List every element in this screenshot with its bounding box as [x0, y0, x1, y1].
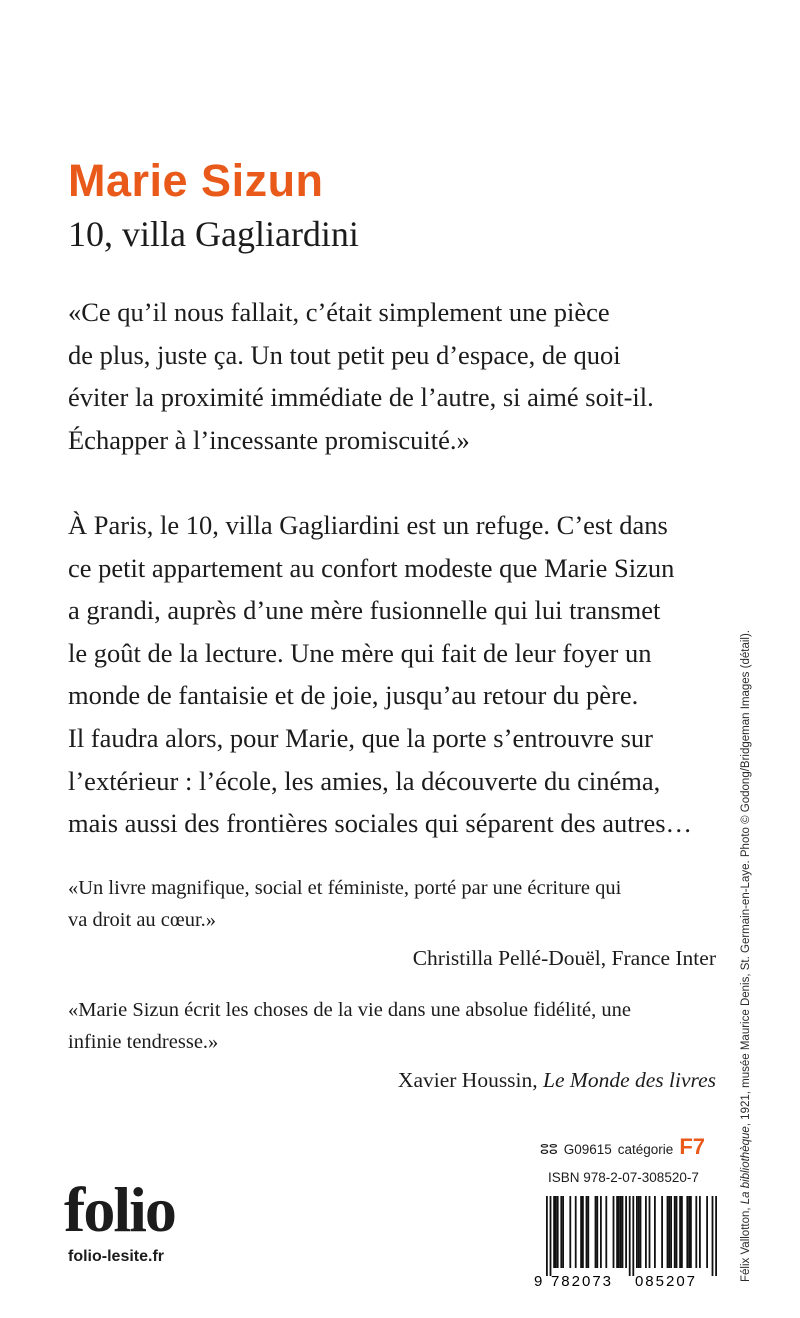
- barcode-bar: [586, 1196, 588, 1268]
- barcode-bar: [553, 1196, 555, 1268]
- review-source: Le Monde des livres: [543, 1068, 716, 1092]
- review-line: «Marie Sizun écrit les choses de la vie dans une absolue fidélité, une: [68, 999, 631, 1021]
- barcode-bar: [625, 1196, 627, 1268]
- barcode-left-digits: 782073: [550, 1273, 614, 1288]
- barcode-bar: [679, 1196, 681, 1268]
- barcode-bar: [600, 1196, 602, 1268]
- credit-work: La bibliothèque: [740, 1126, 752, 1205]
- barcode-bar: [622, 1196, 624, 1268]
- barcode-bar: [640, 1196, 642, 1268]
- synopsis-line: ce petit appartement au confort modeste que Marie Sizun: [68, 552, 675, 583]
- epigraph-line: éviter la proximité immédiate de l’autre, si aimé soit-il.: [68, 382, 654, 413]
- barcode-bar: [686, 1196, 688, 1268]
- review-attribution: [68, 942, 716, 974]
- barcode-bar: [688, 1196, 690, 1268]
- credit-artist: Félix Vallotton,: [740, 1204, 752, 1282]
- barcode-bar: [557, 1196, 559, 1268]
- review-attribution: [68, 1064, 716, 1096]
- folio-logo: folio: [64, 1174, 175, 1245]
- barcode-bar: [636, 1196, 638, 1268]
- barcode-bar: [712, 1196, 714, 1276]
- synopsis-line: l’extérieur : l’école, les amies, la découverte du cinéma,: [68, 765, 661, 796]
- category-label: catégorie: [617, 1142, 674, 1157]
- synopsis-line: mais aussi des frontières sociales qui séparent des autres…: [68, 808, 693, 839]
- synopsis-line: Il faudra alors, pour Marie, que la porte s’entrouvre sur: [68, 722, 653, 753]
- barcode-bar: [676, 1196, 678, 1268]
- barcode-bar: [613, 1196, 615, 1268]
- product-code: G09615: [563, 1142, 612, 1157]
- barcode-right-digits: 085207: [634, 1273, 698, 1288]
- barcode-bar: [620, 1196, 622, 1268]
- barcode-bar: [649, 1196, 651, 1268]
- review-author: Christilla Pellé-Douël, France Inter: [412, 946, 716, 970]
- review-line: va droit au cœur.»: [68, 909, 217, 931]
- barcode-bar: [690, 1196, 692, 1268]
- barcode-bar: [638, 1196, 640, 1268]
- synopsis-line: À Paris, le 10, villa Gagliardini est un refuge. C’est dans: [68, 510, 668, 540]
- review-author: Xavier Houssin,: [397, 1068, 544, 1092]
- barcode-bar: [616, 1196, 618, 1268]
- review-line: «Un livre magnifique, social et féministe, porté par une écriture qui: [68, 877, 622, 899]
- barcode-bar: [632, 1196, 634, 1276]
- price-code-line: [540, 1136, 720, 1158]
- cover-credit: [740, 572, 752, 1282]
- barcode-bar: [618, 1196, 620, 1268]
- barcode-bar: [582, 1196, 584, 1268]
- barcode-bar: [706, 1196, 708, 1268]
- barcode-bar: [546, 1196, 548, 1276]
- credit-details: , 1921, musée Maurice Denis, St. Germain-en-Laye. Photo © Godong/Bridgeman Images (détail).: [740, 630, 752, 1127]
- synopsis: [68, 504, 718, 845]
- isbn-number: ISBN 978-2-07-308520-7: [548, 1170, 699, 1185]
- barcode-bar: [562, 1196, 564, 1268]
- epigraph-line: de plus, juste ça. Un tout petit peu d’espace, de quoi: [68, 339, 621, 370]
- barcode-bar: [681, 1196, 683, 1268]
- barcode-bar: [595, 1196, 597, 1268]
- barcode-bar: [587, 1196, 589, 1268]
- gallimard-symbol-icon: ⵓⵓ: [540, 1141, 558, 1157]
- epigraph-line: «Ce qu’il nous fallait, c’était simplement une pièce: [68, 297, 610, 327]
- barcode-bar: [715, 1196, 717, 1276]
- barcode-bar: [596, 1196, 598, 1268]
- barcode-bar: [575, 1196, 577, 1268]
- barcode-bars: [546, 1196, 717, 1276]
- barcode-bar: [699, 1196, 701, 1268]
- review-line: infinie tendresse.»: [68, 1031, 219, 1053]
- barcode-bar: [695, 1196, 697, 1268]
- barcode-bar: [605, 1196, 607, 1268]
- synopsis-line: le goût de la lecture. Une mère qui fait de leur foyer un: [68, 637, 652, 668]
- barcode-bar: [654, 1196, 656, 1268]
- price-category: F7: [679, 1134, 705, 1159]
- barcode-bar: [668, 1196, 670, 1268]
- synopsis-line: a grandi, auprès d’une mère fusionnelle qui lui transmet: [68, 595, 661, 626]
- barcode-bar: [580, 1196, 582, 1268]
- barcode-bar: [569, 1196, 571, 1268]
- barcode-bar: [560, 1196, 562, 1268]
- press-review: [68, 872, 716, 974]
- epigraph-line: Échapper à l’incessante promiscuité.»: [68, 424, 470, 455]
- barcode-bar: [629, 1196, 631, 1276]
- synopsis-line: monde de fantaisie et de joie, jusqu’au retour du père.: [68, 680, 639, 711]
- barcode: [534, 1196, 720, 1288]
- author-name: Marie Sizun: [68, 155, 324, 206]
- book-title: 10, villa Gagliardini: [68, 214, 359, 254]
- barcode-bar: [674, 1196, 676, 1268]
- barcode-bar: [670, 1196, 672, 1268]
- barcode-bar: [661, 1196, 663, 1268]
- epigraph-quote: [68, 291, 718, 461]
- publisher-website[interactable]: folio-lesite.fr: [68, 1248, 165, 1265]
- barcode-first-digit: 9: [534, 1273, 543, 1288]
- barcode-bar: [555, 1196, 557, 1268]
- barcode-bar: [645, 1196, 647, 1268]
- barcode-bar: [667, 1196, 669, 1268]
- barcode-bar: [550, 1196, 552, 1276]
- press-review: [68, 994, 716, 1096]
